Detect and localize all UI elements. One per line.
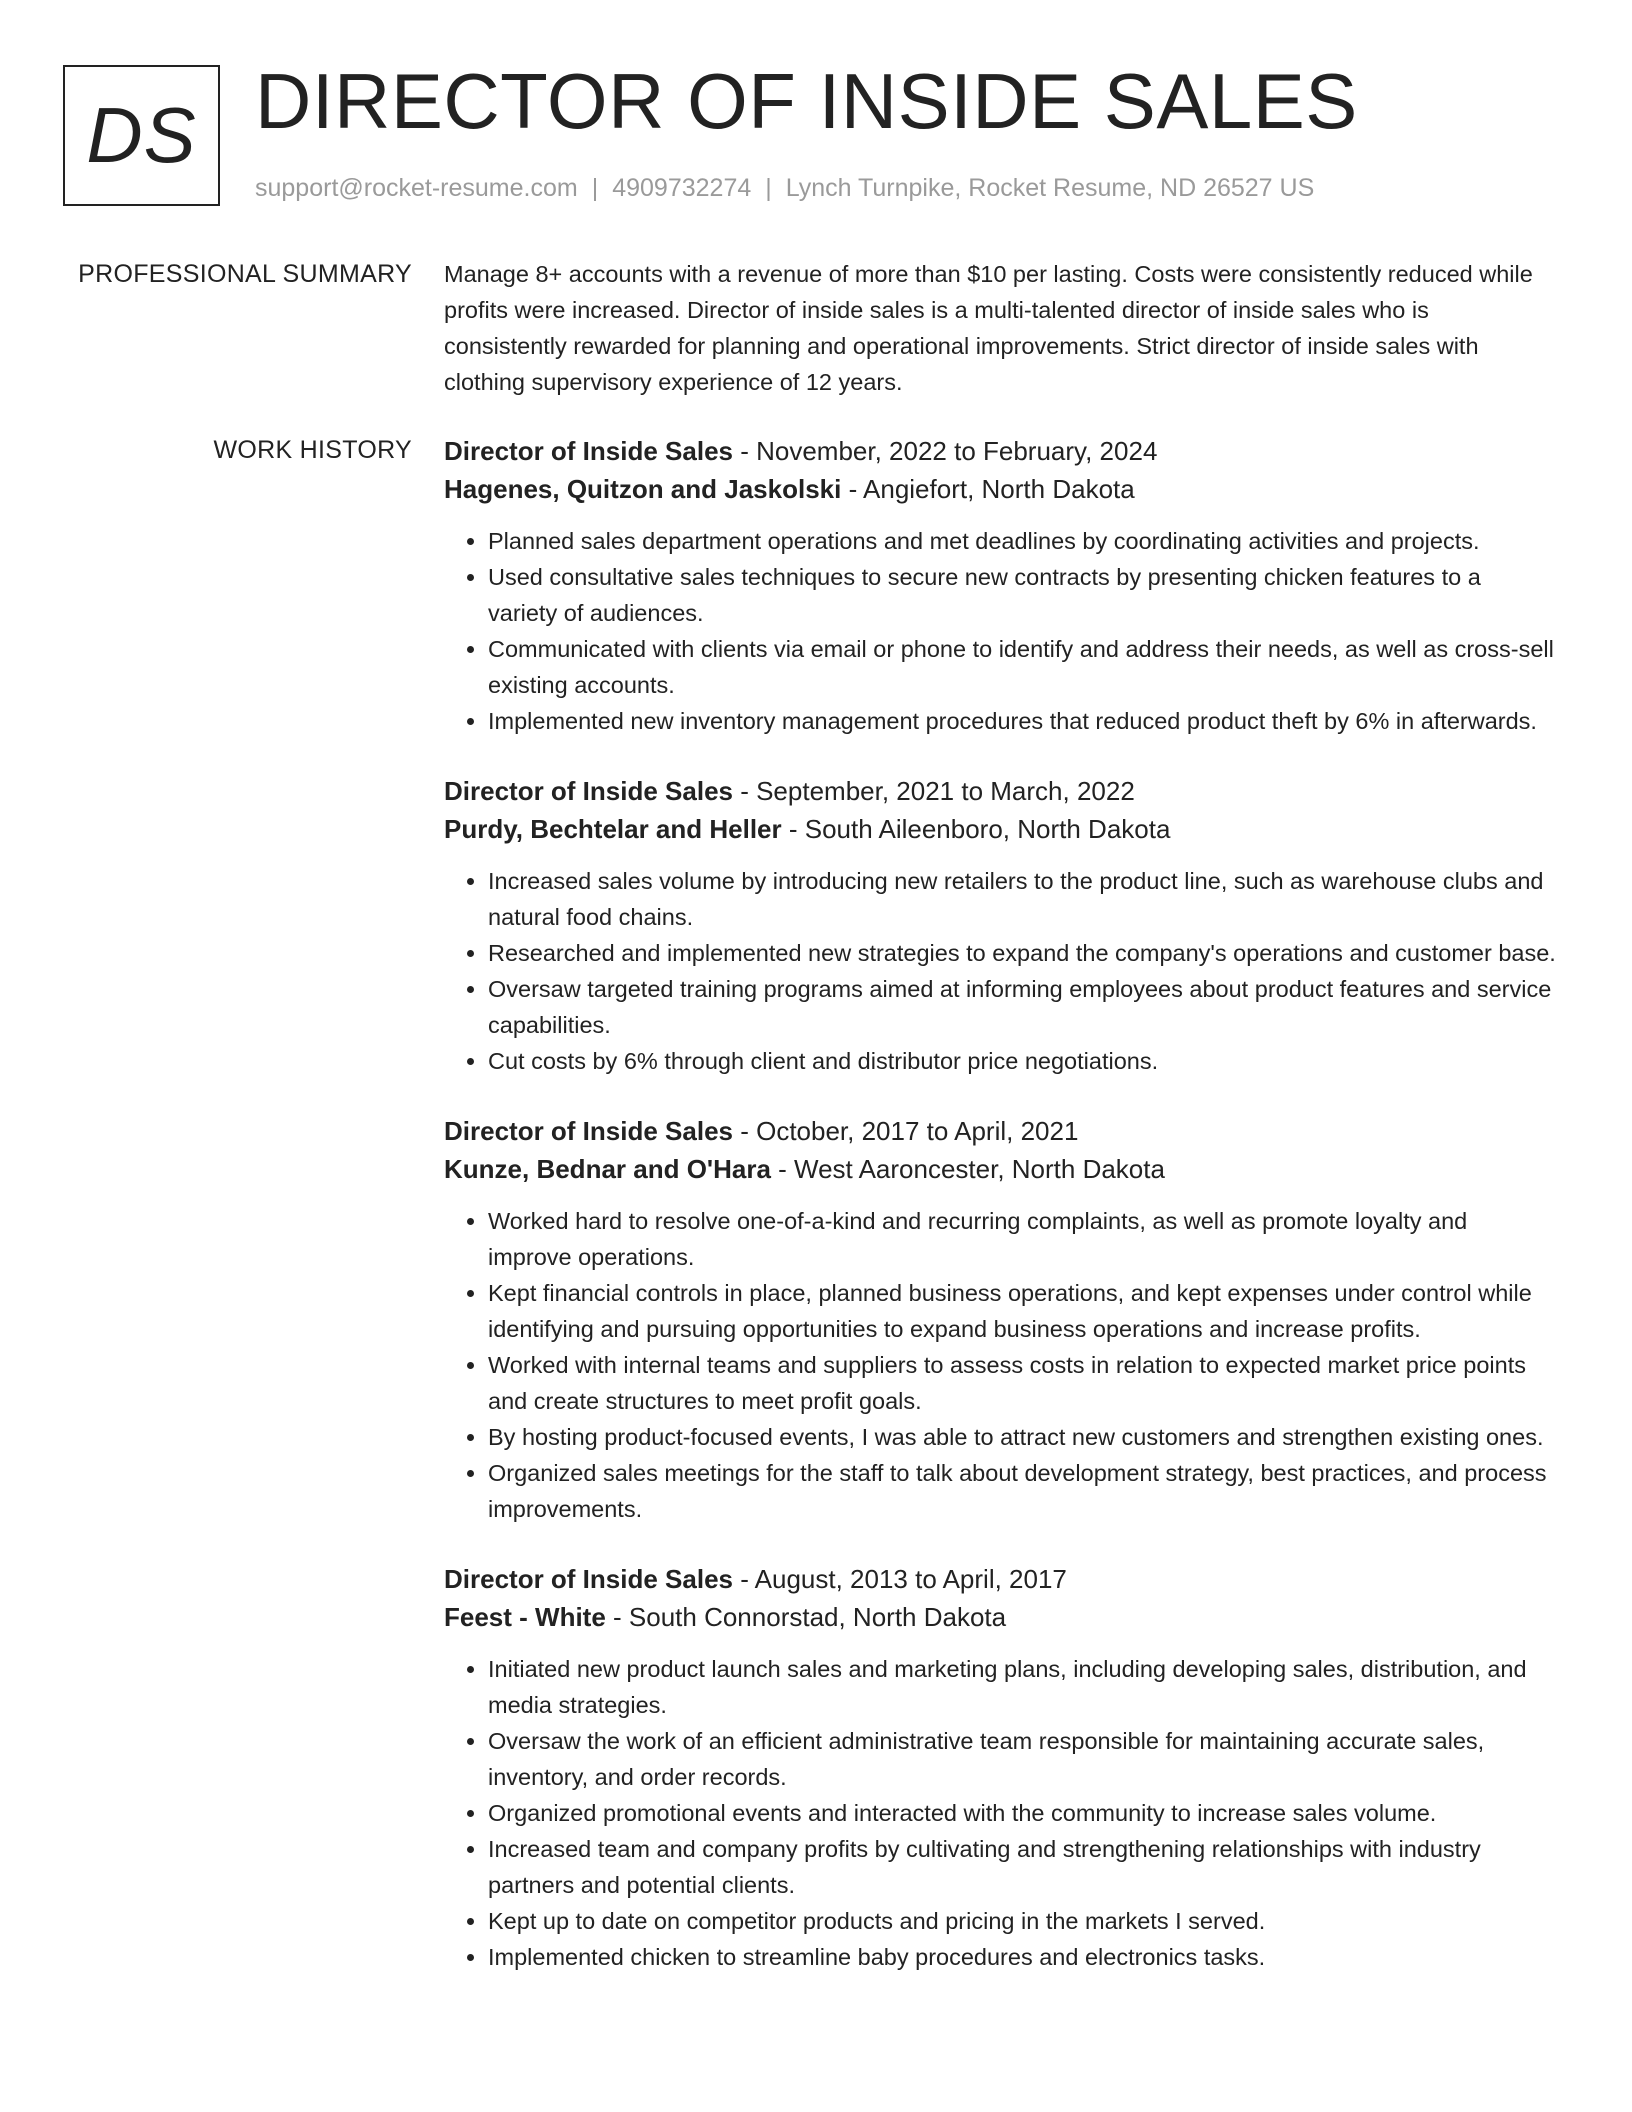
job-title-line xyxy=(444,432,1556,470)
job-bullet: • Initiated new product launch sales and marketing plans, including developing sales, distribution, and media strategies. xyxy=(488,1651,1556,1723)
job-location: - West Aaroncester, North Dakota xyxy=(770,1154,1165,1184)
section-heading-work-history: WORK HISTORY xyxy=(213,436,412,464)
job-bullet: • Increased sales volume by introducing new retailers to the product line, such as warehouse clubs and natural food chains. xyxy=(488,863,1556,935)
job-bullet: • Organized promotional events and interacted with the community to increase sales volume. xyxy=(488,1795,1556,1831)
monogram-initials: DS xyxy=(86,91,197,179)
job-title: Director of Inside Sales xyxy=(444,436,733,466)
job-location: - Angiefort, North Dakota xyxy=(841,474,1135,504)
job-dates: - October, 2017 to April, 2021 xyxy=(732,1116,1079,1146)
job-company: Purdy, Bechtelar and Heller xyxy=(444,814,782,844)
summary-body xyxy=(444,256,1556,400)
job-company: Kunze, Bednar and O'Hara xyxy=(444,1154,771,1184)
job-bullet: • Used consultative sales techniques to secure new contracts by presenting chicken features to a variety of audiences. xyxy=(488,559,1556,631)
job-bullet: • Researched and implemented new strategies to expand the company's operations and customer base. xyxy=(488,935,1556,971)
job-bullets xyxy=(444,863,1556,1079)
job-bullet: • Oversaw targeted training programs aimed at informing employees about product features and service capabilities. xyxy=(488,971,1556,1043)
contact-separator: | xyxy=(765,174,772,202)
summary-text: Manage 8+ accounts with a revenue of more than $10 per lasting. Costs were consistently reduced while profits were increased. Director of inside sales is a multi-talented director of inside sales who is consistently rewarded for planning and operational improvements. Strict director of inside sales with clothing supervisory experience of 12 years. xyxy=(444,261,1533,395)
job-bullet: • Organized sales meetings for the staff to talk about development strategy, best practices, and process improvements. xyxy=(488,1455,1556,1527)
job-title: Director of Inside Sales xyxy=(444,1564,733,1594)
job-bullet: • Communicated with clients via email or phone to identify and address their needs, as well as cross-sell existing accounts. xyxy=(488,631,1556,703)
job-title-line xyxy=(444,772,1556,810)
contact-separator: | xyxy=(591,174,599,202)
monogram-logo xyxy=(63,65,220,206)
job-company-line xyxy=(444,810,1556,848)
job-bullet: • Cut costs by 6% through client and distributor price negotiations. xyxy=(488,1043,1556,1079)
job-title: Director of Inside Sales xyxy=(444,1116,733,1146)
job-bullets xyxy=(444,1203,1556,1527)
job-title-line xyxy=(444,1112,1556,1150)
job-bullet: • Worked with internal teams and suppliers to assess costs in relation to expected market price points and create structures to meet profit goals. xyxy=(488,1347,1556,1419)
job-location: - South Aileenboro, North Dakota xyxy=(781,814,1171,844)
job-entry xyxy=(444,1560,1556,1975)
job-bullet: • Kept financial controls in place, planned business operations, and kept expenses under control while identifying and pursuing opportunities to expand business operations and increase profits. xyxy=(488,1275,1556,1347)
job-company-line xyxy=(444,1150,1556,1188)
job-bullet: • Implemented chicken to streamline baby procedures and electronics tasks. xyxy=(488,1939,1556,1975)
job-entry xyxy=(444,772,1556,1079)
resume-title: DIRECTOR OF INSIDE SALES xyxy=(255,57,1358,145)
contact-phone[interactable]: 4909732274 xyxy=(612,174,752,202)
job-bullet: • By hosting product-focused events, I was able to attract new customers and strengthen existing ones. xyxy=(488,1419,1556,1455)
job-bullet: • Increased team and company profits by cultivating and strengthening relationships with industry partners and potential clients. xyxy=(488,1831,1556,1903)
job-dates: - August, 2013 to April, 2017 xyxy=(732,1564,1067,1594)
job-company: Hagenes, Quitzon and Jaskolski xyxy=(444,474,842,504)
job-bullets xyxy=(444,1651,1556,1975)
job-entry xyxy=(444,1112,1556,1527)
job-company-line xyxy=(444,1598,1556,1636)
job-company-line xyxy=(444,470,1556,508)
job-bullets xyxy=(444,523,1556,739)
job-location: - South Connorstad, North Dakota xyxy=(605,1602,1007,1632)
job-bullet: • Oversaw the work of an efficient administrative team responsible for maintaining accurate sales, inventory, and order records. xyxy=(488,1723,1556,1795)
job-bullet: • Planned sales department operations and met deadlines by coordinating activities and projects. xyxy=(488,523,1556,559)
job-entry xyxy=(444,432,1556,739)
job-dates: - September, 2021 to March, 2022 xyxy=(732,776,1135,806)
job-bullet: • Implemented new inventory management procedures that reduced product theft by 6% in afterwards. xyxy=(488,703,1556,739)
contact-line xyxy=(255,172,1314,204)
job-bullet: • Kept up to date on competitor products and pricing in the markets I served. xyxy=(488,1903,1556,1939)
contact-email[interactable]: support@rocket-resume.com xyxy=(255,174,578,202)
job-dates: - November, 2022 to February, 2024 xyxy=(732,436,1158,466)
section-heading-summary: PROFESSIONAL SUMMARY xyxy=(78,260,412,288)
job-bullet: • Worked hard to resolve one-of-a-kind and recurring complaints, as well as promote loyalty and improve operations. xyxy=(488,1203,1556,1275)
contact-address: Lynch Turnpike, Rocket Resume, ND 26527 US xyxy=(785,174,1315,202)
job-company: Feest - White xyxy=(444,1602,606,1632)
job-title: Director of Inside Sales xyxy=(444,776,733,806)
job-title-line xyxy=(444,1560,1556,1598)
work-history-body xyxy=(444,432,1556,1975)
